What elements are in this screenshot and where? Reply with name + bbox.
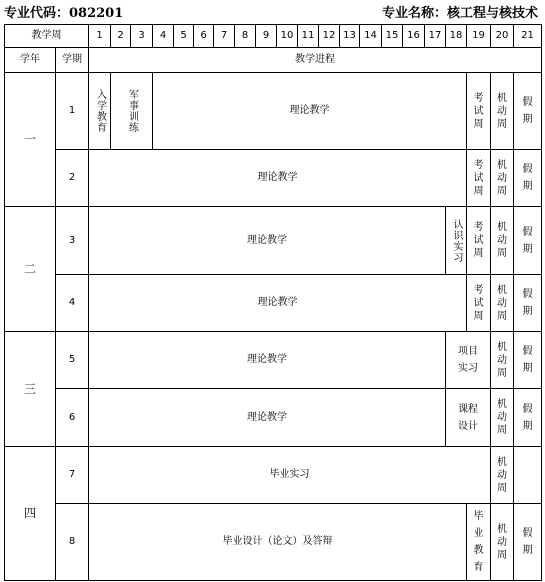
week-number: 1	[88, 24, 111, 48]
theory-teaching-cell: 理论教学	[88, 206, 446, 275]
term-cell: 7	[55, 446, 89, 504]
term-header: 学期	[55, 47, 89, 73]
flexible-week-cell: 机 动 周	[490, 149, 514, 207]
week-number: 18	[445, 24, 467, 48]
theory-teaching-cell: 理论教学	[88, 149, 467, 207]
week-number: 7	[213, 24, 235, 48]
theory-teaching-cell: 理论教学	[152, 72, 467, 150]
exam-week-cell: 考 试 周	[466, 72, 491, 150]
graduation-practice-cell: 毕业实习	[88, 446, 491, 504]
week-number: 20	[490, 24, 514, 48]
week-number: 3	[130, 24, 153, 48]
theory-teaching-cell: 理论教学	[88, 274, 467, 332]
exam-week-cell: 考 试 周	[466, 274, 491, 332]
week-number: 8	[234, 24, 256, 48]
week-number: 14	[359, 24, 382, 48]
empty-cell	[513, 446, 542, 504]
term-cell: 8	[55, 503, 89, 581]
graduation-education-cell: 毕 业 教 育	[466, 503, 491, 581]
term-cell: 6	[55, 388, 89, 447]
theory-teaching-cell: 理论教学	[88, 331, 446, 389]
week-number: 4	[152, 24, 174, 48]
vacation-cell: 假 期	[513, 388, 542, 447]
week-number: 17	[424, 24, 446, 48]
week-number: 2	[110, 24, 131, 48]
week-number: 19	[466, 24, 491, 48]
project-practice-cell-line: 实习	[458, 363, 478, 374]
year-cell: 三	[4, 331, 56, 447]
major-name: 专业名称：核工程与核技术	[381, 6, 538, 21]
week-number: 6	[193, 24, 214, 48]
year-cell: 一	[4, 72, 56, 207]
vacation-cell: 假 期	[513, 206, 542, 275]
progress-header: 教学进程	[88, 47, 542, 73]
week-number: 5	[173, 24, 194, 48]
flexible-week-cell: 机 动 周	[490, 503, 514, 581]
term-cell: 1	[55, 72, 89, 150]
major-code: 专业代码：082201	[4, 6, 124, 21]
vacation-cell: 假 期	[513, 149, 542, 207]
week-number: 9	[255, 24, 277, 48]
thesis-defense-cell: 毕业设计（论文）及答辩	[88, 503, 467, 581]
week-number: 21	[513, 24, 542, 48]
week-number: 16	[402, 24, 425, 48]
flexible-week-cell: 机 动 周	[490, 331, 514, 389]
flexible-week-cell: 机 动 周	[490, 446, 514, 504]
week-header: 教学周	[4, 24, 89, 48]
term-cell: 2	[55, 149, 89, 207]
flexible-week-cell: 机 动 周	[490, 206, 514, 275]
week-number: 10	[276, 24, 298, 48]
flexible-week-cell: 机 动 周	[490, 274, 514, 332]
theory-teaching-cell: 理论教学	[88, 388, 446, 447]
course-design-cell-line: 课程	[458, 403, 478, 415]
week-number: 12	[318, 24, 340, 48]
year-cell: 二	[4, 206, 56, 332]
term-cell: 3	[55, 206, 89, 275]
vacation-cell: 假 期	[513, 72, 542, 150]
project-practice-cell-line: 项目	[458, 346, 478, 357]
exam-week-cell: 考 试 周	[466, 206, 491, 275]
vacation-cell: 假 期	[513, 274, 542, 332]
entrance-education-cell: 入学教育	[88, 72, 111, 150]
year-header: 学年	[4, 47, 56, 73]
course-design-cell-line: 设计	[458, 420, 478, 432]
week-number: 11	[297, 24, 319, 48]
military-training-cell: 军事训练	[110, 72, 153, 150]
exam-week-cell: 考 试 周	[466, 149, 491, 207]
term-cell: 4	[55, 274, 89, 332]
cognition-practice-cell: 认识实习	[445, 206, 467, 275]
term-cell: 5	[55, 331, 89, 389]
week-number: 15	[381, 24, 403, 48]
course-design-cell	[445, 388, 491, 447]
year-cell: 四	[4, 446, 56, 581]
flexible-week-cell: 机 动 周	[490, 388, 514, 447]
vacation-cell: 假 期	[513, 503, 542, 581]
week-number: 13	[339, 24, 360, 48]
vacation-cell: 假 期	[513, 331, 542, 389]
project-practice-cell	[445, 331, 491, 389]
flexible-week-cell: 机 动 周	[490, 72, 514, 150]
